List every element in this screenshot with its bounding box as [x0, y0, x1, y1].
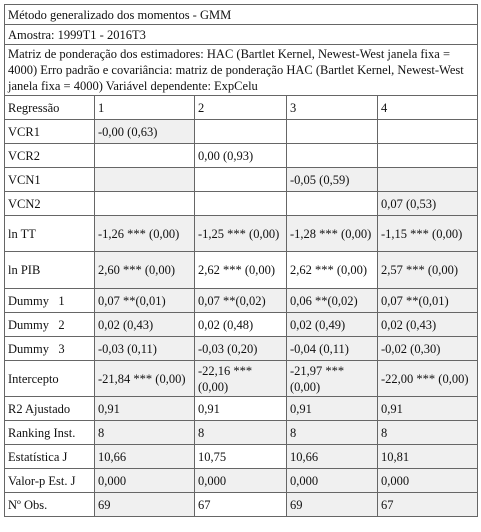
table-cell: 10,75: [195, 445, 287, 469]
table-cell: [95, 144, 195, 168]
table-cell: 2,60 *** (0,00): [95, 252, 195, 289]
row-label: Ranking Inst.: [5, 421, 95, 445]
table-cell: 0,91: [95, 397, 195, 421]
table-row: [5, 421, 478, 445]
gmm-results-document: [4, 4, 478, 517]
table-cell: 67: [195, 493, 287, 517]
regression-header-label: Regressão: [5, 96, 95, 120]
table-cell: [195, 168, 287, 192]
table-row: [5, 361, 478, 397]
table-row: [5, 445, 478, 469]
row-label: ln PIB: [5, 252, 95, 289]
table-row: [5, 252, 478, 289]
row-label: Dummy 2: [5, 313, 95, 337]
table-cell: [287, 120, 378, 144]
row-label: Estatística J: [5, 445, 95, 469]
table-row: [5, 120, 478, 144]
table-row: [5, 216, 478, 252]
row-label: ln TT: [5, 216, 95, 252]
table-cell: 0,000: [195, 469, 287, 493]
table-cell: -0,02 (0,30): [378, 337, 478, 361]
table-cell: -1,25 *** (0,00): [195, 216, 287, 252]
table-row: [5, 469, 478, 493]
table-cell: 0,000: [287, 469, 378, 493]
table-cell: 8: [95, 421, 195, 445]
table-cell: -0,00 (0,63): [95, 120, 195, 144]
table-cell: [378, 120, 478, 144]
row-label: VCN1: [5, 168, 95, 192]
table-cell: -0,03 (0,20): [195, 337, 287, 361]
table-cell: 10,66: [95, 445, 195, 469]
table-cell: 0,07 **(0,02): [195, 289, 287, 313]
table-cell: [95, 168, 195, 192]
table-cell: -1,26 *** (0,00): [95, 216, 195, 252]
row-label: VCR1: [5, 120, 95, 144]
table-cell: 0,91: [195, 397, 287, 421]
column-header-4: 4: [378, 96, 478, 120]
table-cell: -0,05 (0,59): [287, 168, 378, 192]
table-cell: -22,00 *** (0,00): [378, 361, 478, 397]
table-title: Método generalizado dos momentos - GMM: [5, 5, 478, 25]
table-row: [5, 144, 478, 168]
table-cell: 0,91: [378, 397, 478, 421]
table-cell: -21,97 *** (0,00): [287, 361, 378, 397]
row-label: VCN2: [5, 192, 95, 216]
table-cell: 2,57 *** (0,00): [378, 252, 478, 289]
row-label: Nº Obs.: [5, 493, 95, 517]
table-cell: -1,15 *** (0,00): [378, 216, 478, 252]
table-cell: [378, 144, 478, 168]
table-cell: 8: [287, 421, 378, 445]
table-cell: [287, 144, 378, 168]
table-cell: [195, 120, 287, 144]
table-cell: [287, 192, 378, 216]
table-cell: 0,000: [378, 469, 478, 493]
table-cell: 69: [95, 493, 195, 517]
table-cell: [195, 192, 287, 216]
table-row: [5, 168, 478, 192]
table-cell: 8: [378, 421, 478, 445]
table-cell: 0,07 **(0,01): [95, 289, 195, 313]
table-cell: 10,81: [378, 445, 478, 469]
gmm-results-table: [4, 4, 478, 517]
table-row: [5, 289, 478, 313]
table-cell: 0,02 (0,48): [195, 313, 287, 337]
table-cell: 0,02 (0,43): [378, 313, 478, 337]
column-header-1: 1: [95, 96, 195, 120]
table-cell: 0,06 **(0,02): [287, 289, 378, 313]
table-cell: 0,02 (0,43): [95, 313, 195, 337]
table-cell: 0,07 **(0,01): [378, 289, 478, 313]
table-cell: 8: [195, 421, 287, 445]
table-row: [5, 313, 478, 337]
sample-period: Amostra: 1999T1 - 2016T3: [5, 25, 478, 45]
table-cell: 0,91: [287, 397, 378, 421]
row-label: VCR2: [5, 144, 95, 168]
table-cell: -1,28 *** (0,00): [287, 216, 378, 252]
table-cell: 2,62 *** (0,00): [287, 252, 378, 289]
row-label: Valor-p Est. J: [5, 469, 95, 493]
table-cell: -21,84 *** (0,00): [95, 361, 195, 397]
table-cell: 69: [287, 493, 378, 517]
table-cell: -0,04 (0,11): [287, 337, 378, 361]
table-row: [5, 397, 478, 421]
table-row: [5, 192, 478, 216]
estimation-note: Matriz de ponderação dos estimadores: HAC (Bartlet Kernel, Newest-West janela fixa = 4000) Erro padrão e covariância: matriz de ponderação HAC (Bartlet Kernel, Newest-West janela fixa = 4000) Variável dependente: ExpCelu: [5, 45, 478, 96]
table-cell: 0,02 (0,49): [287, 313, 378, 337]
row-label: Dummy 3: [5, 337, 95, 361]
table-cell: -22,16 *** (0,00): [195, 361, 287, 397]
table-cell: [95, 192, 195, 216]
table-cell: 10,66: [287, 445, 378, 469]
column-header-2: 2: [195, 96, 287, 120]
column-header-3: 3: [287, 96, 378, 120]
table-cell: 67: [378, 493, 478, 517]
table-cell: 0,000: [95, 469, 195, 493]
table-cell: 0,00 (0,93): [195, 144, 287, 168]
row-label: Dummy 1: [5, 289, 95, 313]
table-cell: 2,62 *** (0,00): [195, 252, 287, 289]
table-cell: 0,07 (0,53): [378, 192, 478, 216]
table-cell: -0,03 (0,11): [95, 337, 195, 361]
table-row: [5, 493, 478, 517]
row-label: Intercepto: [5, 361, 95, 397]
table-row: [5, 337, 478, 361]
row-label: R2 Ajustado: [5, 397, 95, 421]
table-cell: [378, 168, 478, 192]
